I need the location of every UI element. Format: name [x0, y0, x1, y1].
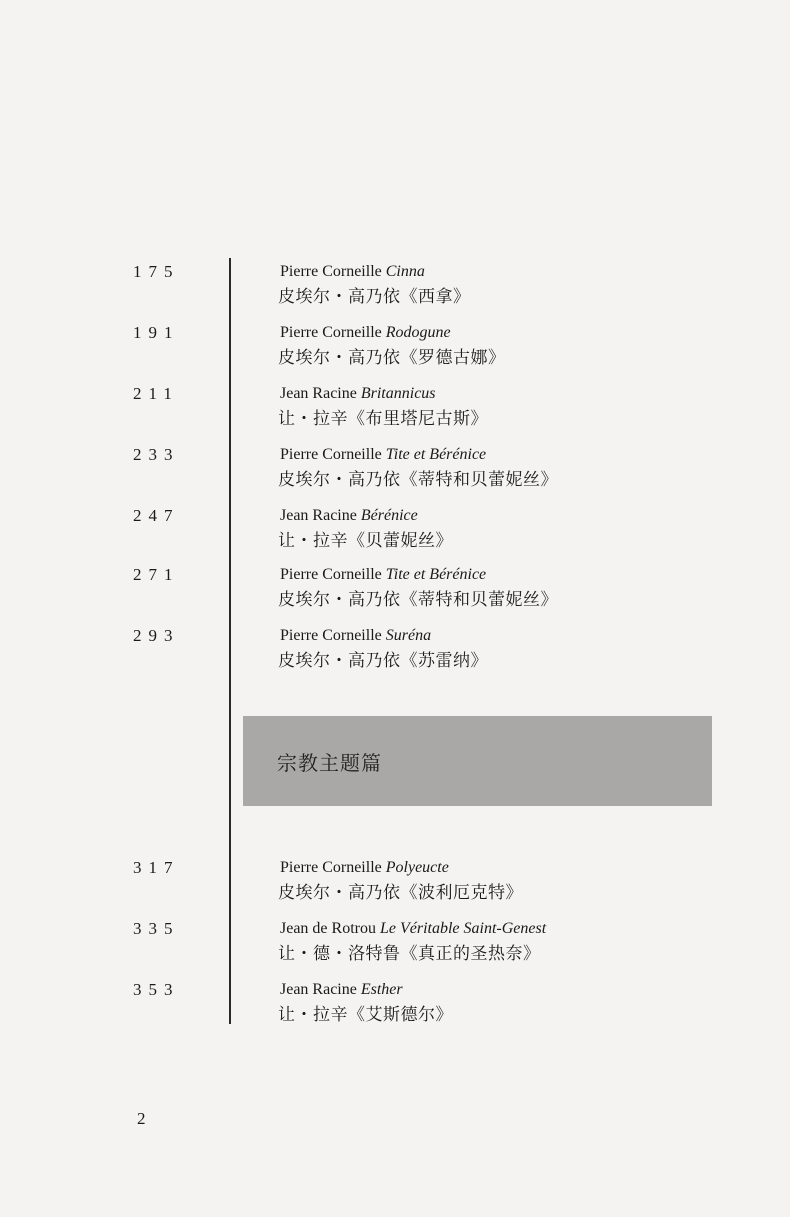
entry-title-french — [280, 918, 546, 940]
work-title: Suréna — [385, 627, 432, 644]
author: Pierre Corneille — [280, 566, 382, 583]
author: Pierre Corneille — [280, 627, 382, 644]
work-title: Tite et Bérénice — [385, 446, 487, 463]
work-title: Tite et Bérénice — [385, 566, 487, 583]
work-title: Polyeucte — [385, 859, 449, 876]
page-number: 317 — [133, 858, 180, 877]
entry-title-french — [280, 261, 425, 283]
section-header-band — [243, 716, 712, 806]
page-number: 191 — [133, 323, 180, 342]
page-number: 175 — [133, 262, 180, 281]
page-number: 271 — [133, 565, 180, 584]
entry-title-chinese: 皮埃尔・高乃依《蒂特和贝蕾妮丝》 — [278, 470, 558, 490]
entry-title-chinese: 皮埃尔・高乃依《波利厄克特》 — [278, 883, 523, 903]
author: Pierre Corneille — [280, 324, 382, 341]
entry-title-chinese: 让・拉辛《艾斯德尔》 — [278, 1005, 453, 1025]
page-number: 211 — [133, 384, 179, 403]
author: Pierre Corneille — [280, 446, 382, 463]
toc-entry — [0, 383, 790, 443]
work-title: Esther — [360, 981, 403, 998]
entry-title-chinese: 皮埃尔・高乃依《罗德古娜》 — [278, 348, 506, 368]
entry-title-french — [280, 444, 486, 466]
entry-title-french — [280, 505, 418, 527]
entry-title-french — [280, 857, 449, 879]
author: Jean Racine — [280, 507, 357, 524]
work-title: Britannicus — [360, 385, 436, 402]
entry-title-french — [280, 564, 486, 586]
section-title: 宗教主题篇 — [277, 751, 382, 775]
entry-title-chinese: 皮埃尔・高乃依《西拿》 — [278, 287, 471, 307]
page-folio: 2 — [137, 1109, 146, 1128]
toc-entry — [0, 979, 790, 1039]
work-title: Bérénice — [360, 507, 418, 524]
toc-entry — [0, 857, 790, 917]
entry-title-french — [280, 383, 436, 405]
toc-entry — [0, 322, 790, 382]
page-number: 335 — [133, 919, 180, 938]
work-title: Le Véritable Saint-Genest — [379, 920, 547, 937]
entry-title-chinese: 让・拉辛《布里塔尼古斯》 — [278, 409, 488, 429]
toc-entry — [0, 625, 790, 685]
entry-title-french — [280, 625, 431, 647]
entry-title-chinese: 皮埃尔・高乃依《苏雷纳》 — [278, 651, 488, 671]
toc-entry — [0, 505, 790, 565]
page-number: 233 — [133, 445, 180, 464]
toc-entry — [0, 444, 790, 504]
page-number: 293 — [133, 626, 180, 645]
work-title: Rodogune — [385, 324, 451, 341]
author: Jean Racine — [280, 981, 357, 998]
entry-title-chinese: 让・德・洛特鲁《真正的圣热奈》 — [278, 944, 541, 964]
page-number: 247 — [133, 506, 180, 525]
author: Pierre Corneille — [280, 859, 382, 876]
page-number: 353 — [133, 980, 180, 999]
work-title: Cinna — [385, 263, 425, 280]
author: Jean Racine — [280, 385, 357, 402]
toc-entry — [0, 564, 790, 624]
entry-title-french — [280, 322, 451, 344]
author: Pierre Corneille — [280, 263, 382, 280]
entry-title-french — [280, 979, 403, 1001]
toc-entry — [0, 918, 790, 978]
author: Jean de Rotrou — [280, 920, 376, 937]
entry-title-chinese: 让・拉辛《贝蕾妮丝》 — [278, 531, 453, 551]
toc-entry — [0, 261, 790, 321]
entry-title-chinese: 皮埃尔・高乃依《蒂特和贝蕾妮丝》 — [278, 590, 558, 610]
